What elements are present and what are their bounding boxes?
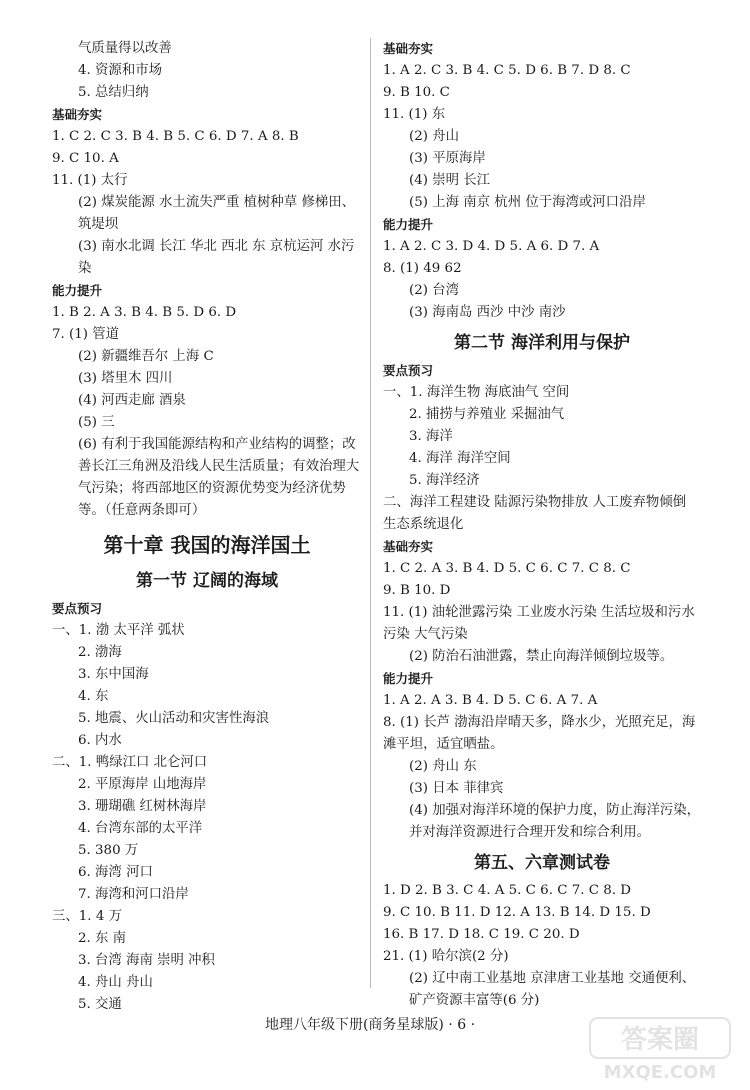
answer-line: 11. (1) 油轮泄露污染 工业废水污染 生活垃圾和污水污染 大气污染	[383, 605, 695, 642]
answer-line: 5. 总结归纳	[78, 85, 149, 100]
answer-line: 1. C 2. C 3. B 4. B 5. C 6. D 7. A 8. B	[52, 129, 299, 144]
section-label: 能力提升	[383, 217, 434, 232]
answer-line: (2) 辽中南工业基地 京津唐工业基地 交通便利、矿产资源丰富等(6 分)	[409, 971, 696, 1008]
answer-line: 8. (1) 49 62	[383, 261, 462, 276]
answer-line: 三、1. 4 万	[52, 909, 122, 924]
answer-line: 5. 380 万	[78, 843, 139, 858]
answer-line: (2) 防治石油泄露，禁止向海洋倾倒垃圾等。	[409, 649, 674, 664]
answer-line: 气质量得以改善	[78, 41, 172, 56]
answer-line: 2. 东 南	[78, 931, 127, 946]
answer-line: (6) 有利于我国能源结构和产业结构的调整；改善长江三角洲及沿线人民生活质量；有效治理大气污染；将西部地区的资源优势变为经济优势等。（任意两条即可）	[78, 437, 360, 518]
answer-line: 3. 台湾 海南 崇明 冲积	[78, 953, 215, 968]
watermark-small-text: MXQE.COM	[603, 1062, 717, 1083]
answer-line: 二、海洋工程建设 陆源污染物排放 人工废弃物倾倒 生态系统退化	[383, 495, 687, 532]
answer-line: (3) 平原海岸	[409, 151, 486, 166]
answer-line: 11. (1) 东	[383, 107, 446, 122]
answer-line: (2) 舟山 东	[409, 759, 477, 774]
column-divider	[370, 38, 371, 988]
answer-line: 2. 平原海岸 山地海岸	[78, 777, 207, 792]
answer-line: 1. B 2. A 3. B 4. B 5. D 6. D	[52, 305, 237, 320]
answer-line: (4) 加强对海洋环境的保护力度，防止海洋污染，并对海洋资源进行合理开发和综合利用。	[409, 803, 701, 840]
answer-line: (2) 舟山	[409, 129, 460, 144]
left-column	[52, 38, 362, 1016]
answer-line: 8. (1) 长芦 渤海沿岸晴天多，降水少，光照充足，海滩平坦，适宜晒盐。	[383, 715, 696, 752]
answer-line: 6. 海湾 河口	[78, 865, 153, 880]
answer-line: 3. 珊瑚礁 红树林海岸	[78, 799, 207, 814]
chapter-title: 第十章 我国的海洋国土	[103, 533, 311, 557]
right-column	[383, 38, 701, 1012]
answer-line: 1. D 2. B 3. C 4. A 5. C 6. C 7. C 8. D	[383, 883, 632, 898]
answer-line: (5) 三	[78, 415, 115, 430]
answer-line: 一、1. 海洋生物 海底油气 空间	[383, 385, 570, 400]
watermark-logo	[586, 1014, 736, 1084]
section-title: 第五、六章测试卷	[474, 853, 610, 873]
answer-line: 3. 海洋	[409, 429, 453, 444]
answer-line: (3) 南水北调 长江 华北 西北 东 京杭运河 水污染	[78, 239, 355, 276]
answer-line: 9. C 10. B 11. D 12. A 13. B 14. D 15. D	[383, 905, 651, 920]
answer-line: 4. 东	[78, 689, 109, 704]
answer-line: 5. 交通	[78, 997, 122, 1012]
answer-line: 5. 地震、火山活动和灾害性海浪	[78, 711, 270, 726]
section-label: 能力提升	[52, 283, 103, 298]
answer-line: 16. B 17. D 18. C 19. C 20. D	[383, 927, 580, 942]
answer-line: 1. A 2. C 3. D 4. D 5. A 6. D 7. A	[383, 239, 600, 254]
answer-line: 7. 海湾和河口沿岸	[78, 887, 189, 902]
answer-line: 4. 海洋 海洋空间	[409, 451, 511, 466]
answer-line: (2) 新疆维吾尔 上海 C	[78, 349, 214, 364]
answer-line: 11. (1) 太行	[52, 173, 128, 188]
answer-line: 5. 海洋经济	[409, 473, 480, 488]
page-footer: 地理八年级下册(商务星球版) · 6 ·	[264, 1017, 476, 1033]
answer-line: (2) 煤炭能源 水土流失严重 植树种草 修梯田、筑堤坝	[78, 195, 356, 232]
answer-line: (4) 崇明 长江	[409, 173, 491, 188]
section-label: 要点预习	[383, 363, 434, 378]
answer-line: 3. 东中国海	[78, 667, 149, 682]
answer-line: 7. (1) 管道	[52, 327, 120, 342]
answer-line: 1. A 2. C 3. B 4. C 5. D 6. B 7. D 8. C	[383, 63, 631, 78]
answer-line: 二、1. 鸭绿江口 北仑河口	[52, 755, 208, 770]
answer-line: 9. C 10. A	[52, 151, 119, 166]
answer-line: (4) 河西走廊 酒泉	[78, 393, 186, 408]
answer-line: 9. B 10. D	[383, 583, 451, 598]
section-title: 第一节 辽阔的海域	[136, 571, 278, 591]
section-label: 基础夯实	[52, 107, 103, 122]
answer-line: 4. 台湾东部的太平洋	[78, 821, 203, 836]
answer-line: (3) 塔里木 四川	[78, 371, 173, 386]
answer-line: (3) 海南岛 西沙 中沙 南沙	[409, 305, 566, 320]
section-title: 第二节 海洋利用与保护	[454, 333, 630, 353]
answer-line: 4. 舟山 舟山	[78, 975, 153, 990]
answer-line: 9. B 10. C	[383, 85, 450, 100]
answer-line: 2. 渤海	[78, 645, 122, 660]
watermark-big-text: 答案圈	[620, 1025, 700, 1055]
section-label: 能力提升	[383, 671, 434, 686]
answer-line: 6. 内水	[78, 733, 122, 748]
section-label: 基础夯实	[383, 41, 434, 56]
answer-line: (5) 上海 南京 杭州 位于海湾或河口沿岸	[409, 195, 646, 210]
answer-line: (3) 日本 菲律宾	[409, 781, 504, 796]
section-label: 要点预习	[52, 601, 103, 616]
answer-line: 1. C 2. A 3. B 4. D 5. C 6. C 7. C 8. C	[383, 561, 631, 576]
answer-line: 一、1. 渤 太平洋 弧状	[52, 623, 185, 638]
answer-line: 4. 资源和市场	[78, 63, 162, 78]
section-label: 基础夯实	[383, 539, 434, 554]
answer-line: (2) 台湾	[409, 283, 460, 298]
answer-line: 2. 捕捞与养殖业 采掘油气	[409, 407, 565, 422]
answer-line: 1. A 2. A 3. B 4. D 5. C 6. A 7. A	[383, 693, 598, 708]
answer-line: 21. (1) 哈尔滨(2 分)	[383, 949, 509, 964]
